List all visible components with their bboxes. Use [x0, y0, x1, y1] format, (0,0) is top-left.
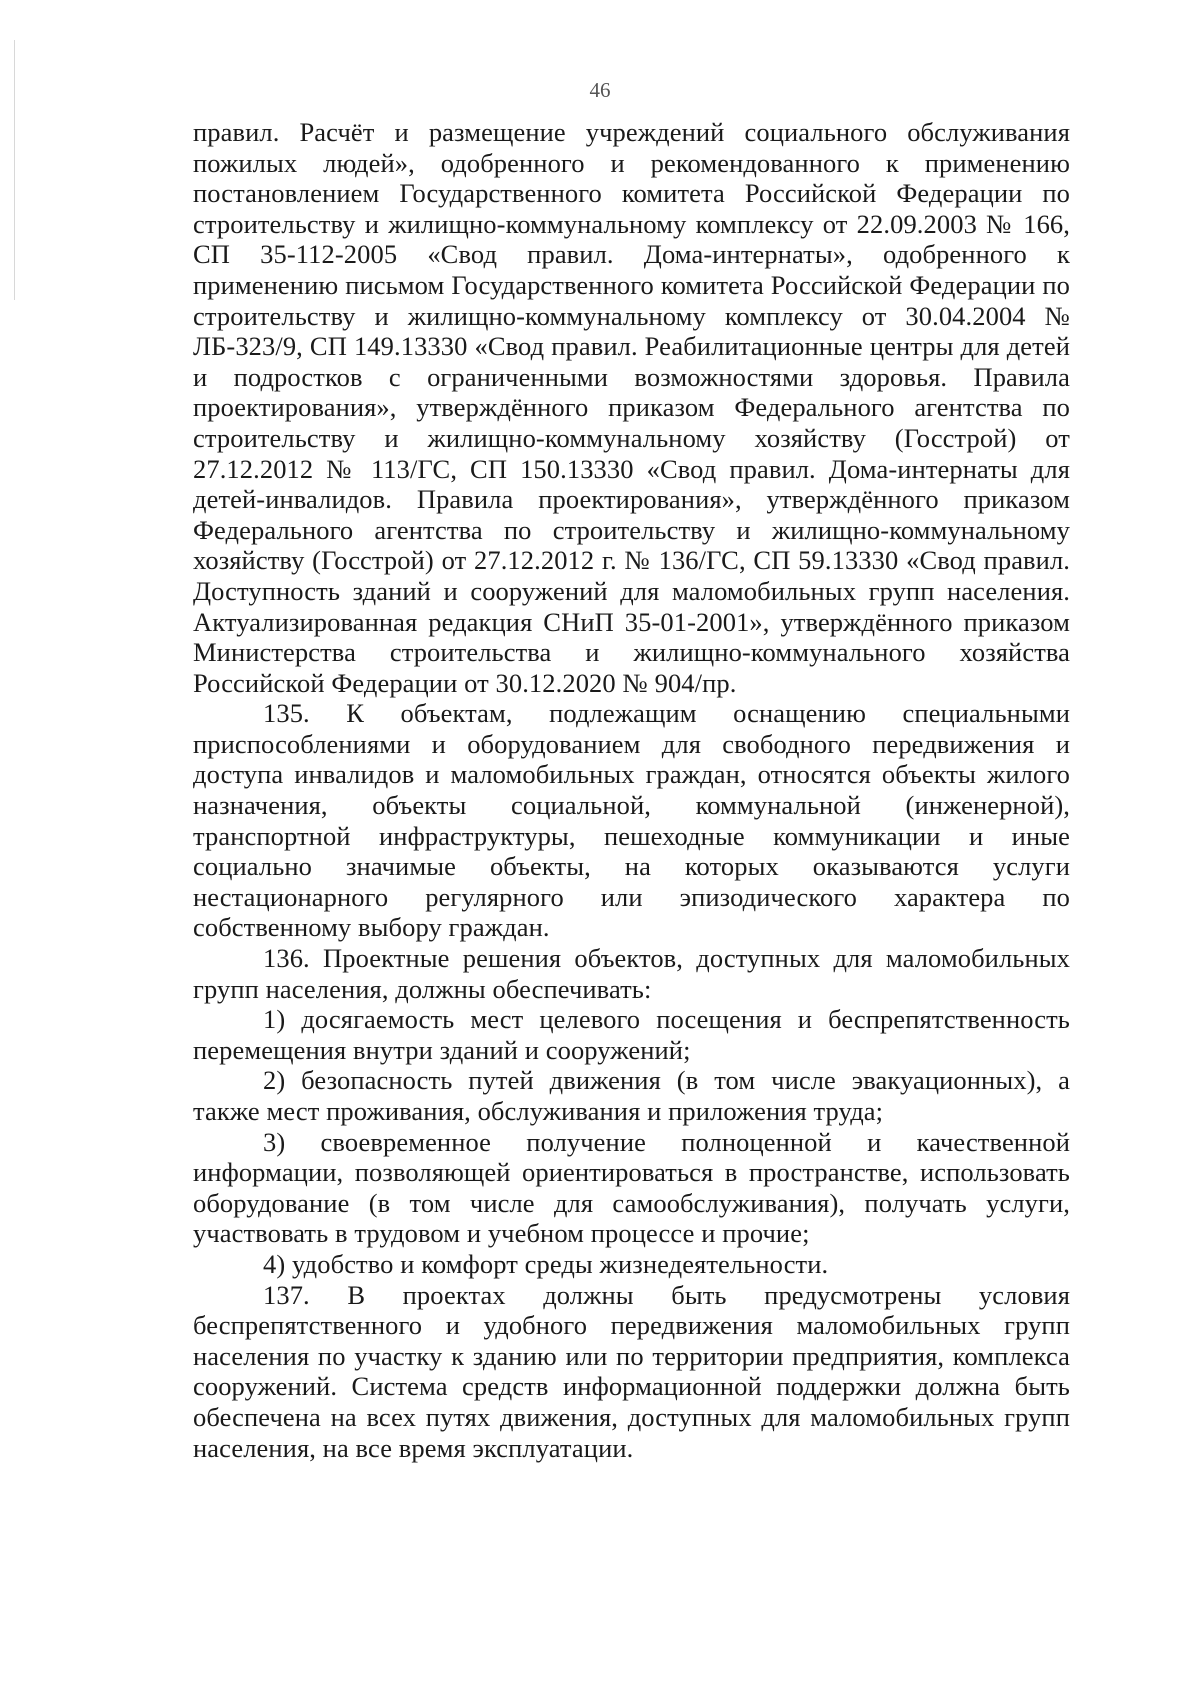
page-number: 46 [589, 78, 611, 102]
document-body [193, 117, 1070, 1463]
paragraph-135: 135. К объектам, подлежащим оснащению специальными приспособлениями и оборудованием для свободного передвижения и доступа инвалидов и маломобильных граждан, относятся объекты жилого назначения, объекты социальной, коммунальной (инженерной), транспортной инфраструктуры, пешеходные коммуникации и иные социально значимые объекты, на которых оказываются услуги нестационарного регулярного или эпизодического характера по собственному выбору граждан. [193, 698, 1070, 943]
list-item-3: 3) своевременное получение полноценной и качественной информации, позволяющей ориентироваться в пространстве, использовать оборудование (в том числе для самообслуживания), получать услуги, участвовать в трудовом и учебном процессе и прочие; [193, 1126, 1070, 1249]
paragraph-136: 136. Проектные решения объектов, доступных для маломобильных групп населения, должны обеспечивать: [193, 943, 1070, 1004]
list-item-1: 1) досягаемость мест целевого посещения и беспрепятственность перемещения внутри зданий и сооружений; [193, 1004, 1070, 1065]
paragraph-continuation: правил. Расчёт и размещение учреждений социального обслуживания пожилых людей», одобренного и рекомендованного к применению постановлением Государственного комитета Российской Федерации по строительству и жилищно-коммунальному комплексу от 22.09.2003 № 166, СП 35-112-2005 «Свод правил. Дома-интернаты», одобренного к применению письмом Государственного комитета Российской Федерации по строительству и жилищно-коммунальному комплексу от 30.04.2004 № ЛБ-323/9, СП 149.13330 «Свод правил. Реабилитационные центры для детей и подростков с ограниченными возможностями здоровья. Правила проектирования», утверждённого приказом Федерального агентства по строительству и жилищно-коммунальному хозяйству (Госстрой) от 27.12.2012 № 113/ГС, СП 150.13330 «Свод правил. Дома-интернаты для детей-инвалидов. Правила проектирования», утверждённого приказом Федерального агентства по строительству и жилищно-коммунальному хозяйству (Госстрой) от 27.12.2012 г. № 136/ГС, СП 59.13330 «Свод правил. Доступность зданий и сооружений для маломобильных групп населения. Актуализированная редакция СНиП 35-01-2001», утверждённого приказом Министерства строительства и жилищно-коммунального хозяйства Российской Федерации от 30.12.2020 № 904/пр. [193, 117, 1070, 698]
paragraph-137: 137. В проектах должны быть предусмотрены условия беспрепятственного и удобного передвижения маломобильных групп населения по участку к зданию или по территории предприятия, комплекса сооружений. Система средств информационной поддержки должна быть обеспечена на всех путях движения, доступных для маломобильных групп населения, на все время эксплуатации. [193, 1279, 1070, 1463]
list-item-4: 4) удобство и комфорт среды жизнедеятельности. [263, 1248, 829, 1279]
list-item-2: 2) безопасность путей движения (в том числе эвакуационных), а также мест проживания, обслуживания и приложения труда; [193, 1065, 1070, 1126]
